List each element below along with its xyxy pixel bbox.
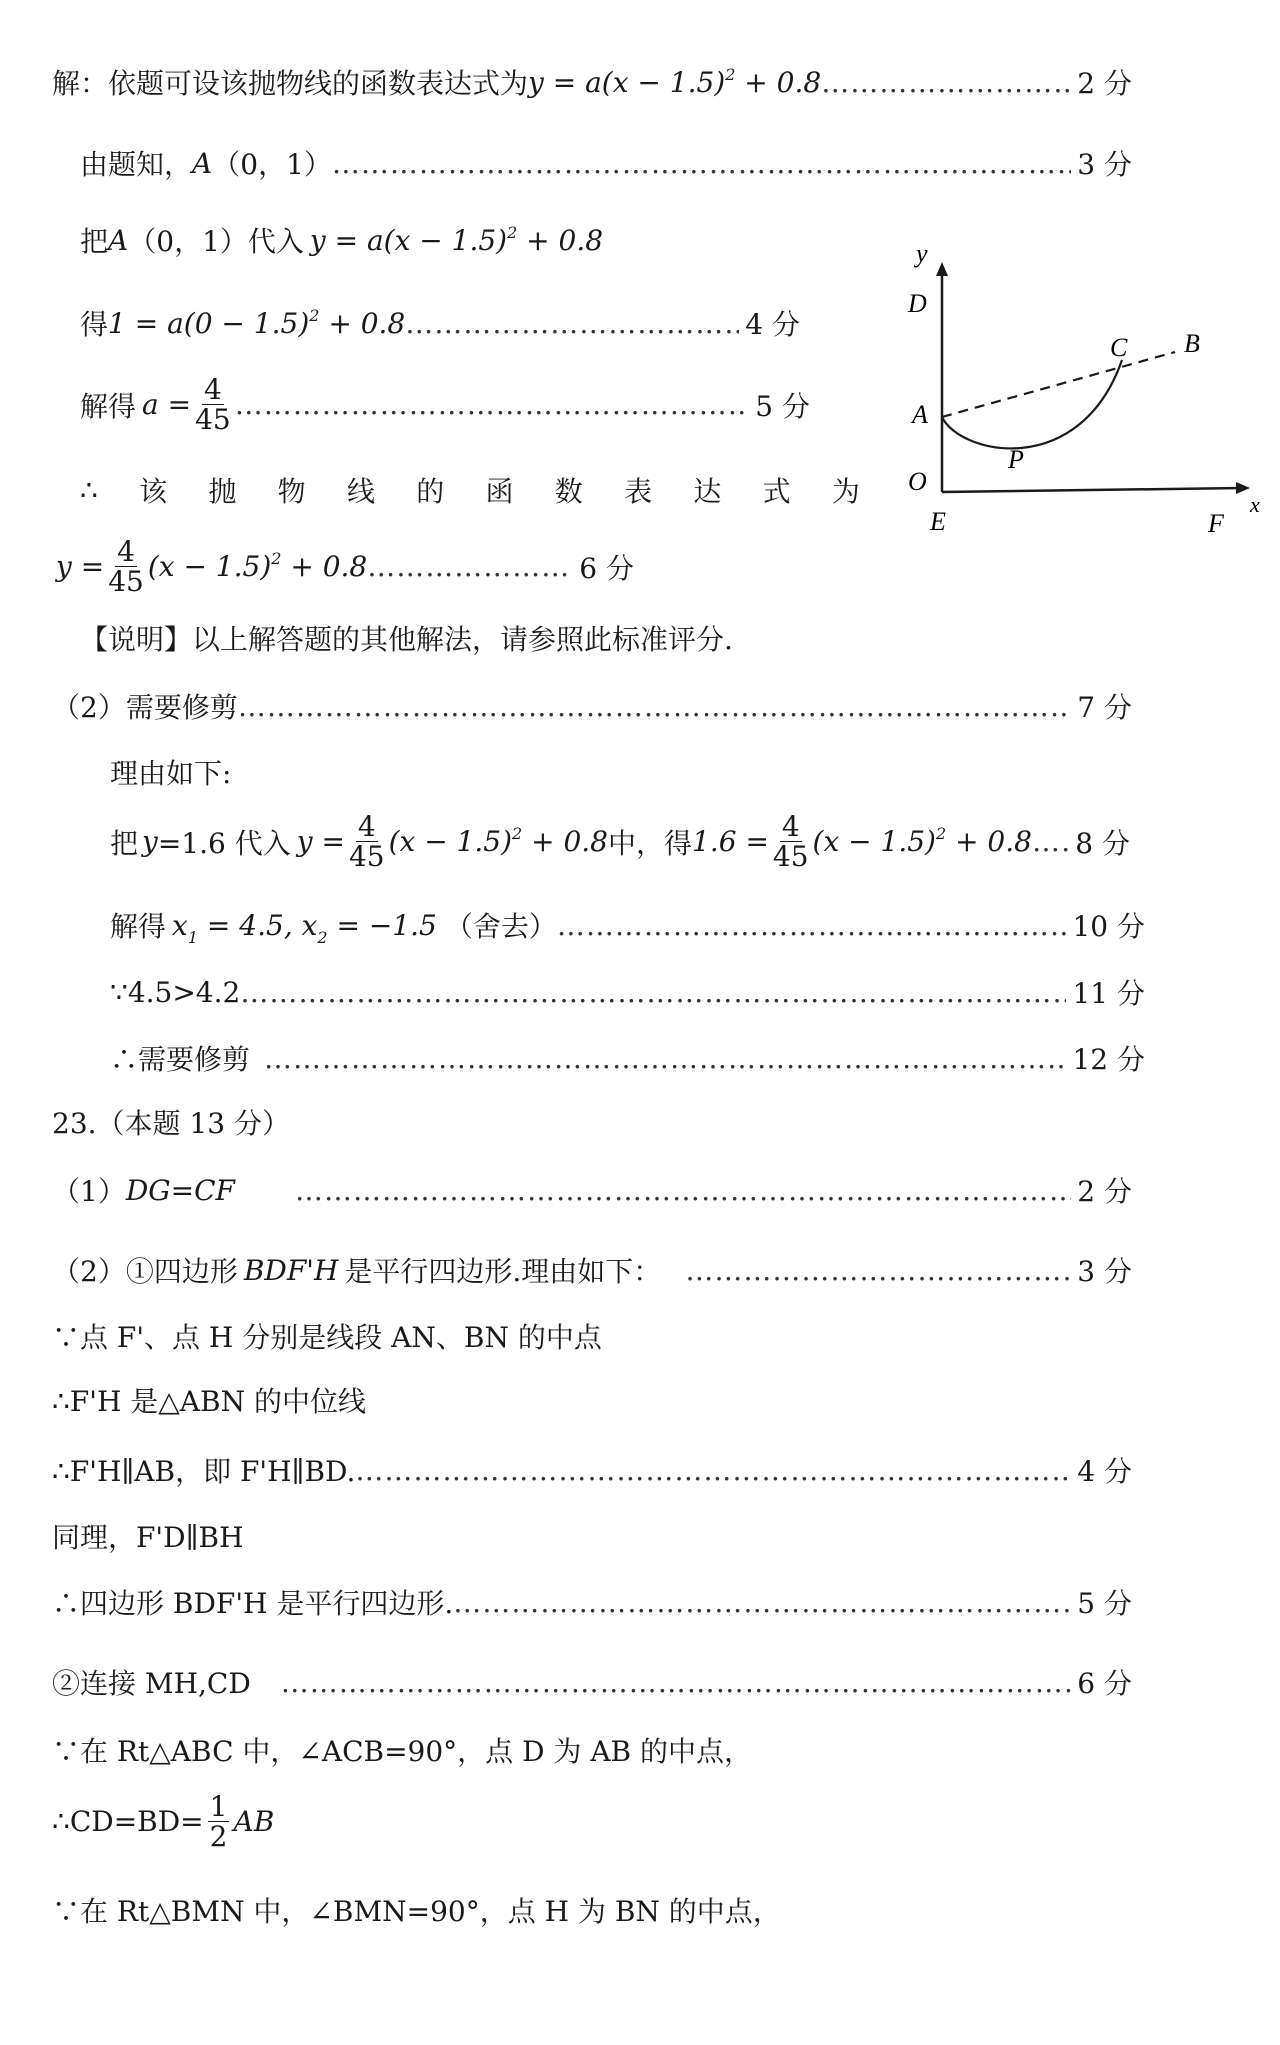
line-1-text: 解：依题可设该抛物线的函数表达式为 (52, 67, 529, 100)
score-6: 6 分 (579, 551, 634, 585)
parabola-figure (890, 240, 1270, 540)
leader-dots (240, 976, 1066, 1009)
leader-dots (235, 388, 750, 421)
step-7: ∵在 Rt△ABC 中，∠ACB=90°，点 D 为 AB 的中点， (52, 1735, 753, 1768)
label-F: F (1208, 509, 1224, 538)
score-3: 3 分 (1077, 148, 1132, 181)
leader-dots (264, 1042, 1066, 1075)
leader-dots (405, 307, 739, 340)
line-1 (52, 62, 1132, 102)
step-4: 同理，F'D∥BH (52, 1521, 244, 1554)
label-E: E (930, 507, 946, 536)
line-2: 由题知， A （0，1） …………………………………………………………………………………………………………………………………………………………………………………………………… 3 分 (80, 143, 1132, 183)
q23-part2: （2）①四边形 BDF'H 是平行四边形.理由如下： …………………………………………………………………………………………………………………………………………………………………………………………………… 3 分 (52, 1250, 1132, 1290)
label-P: P (1008, 445, 1024, 474)
dashed-line-AB (942, 352, 1175, 417)
spread-char: 线 (346, 475, 375, 508)
y-axis-arrow (936, 262, 948, 276)
leader-dots (332, 147, 1071, 180)
label-y: y (916, 240, 928, 268)
score-7: 7 分 (1077, 691, 1132, 724)
leader-dots (295, 1174, 1071, 1207)
line-9: 把 y =1.6 代入 y = $\frac{4}{45}$ $(x - 1.5)^2 + 0.8$ 中，得 1.6 = $\frac{4}{45}$ $(x - 1.5)^2 + 0.8$ …………………………………………………………………………………………………………………………………………………………………………………………………… 8 分 (110, 812, 1130, 872)
step-3: ∴F'H∥AB，即 F'H∥BD. …………………………………………………………………………………………………………………………………………………………………………………………………… 4 分 (52, 1450, 1132, 1490)
line-5: 解得 a = $\frac{4}{45}$ …………………………………………………………………………………………………………………………………………………………………………………………………… 5 分 (80, 375, 810, 435)
spread-char: 为 (831, 475, 860, 508)
spread-char: ∴ (80, 473, 98, 507)
step-5: ∴四边形 BDF'H 是平行四边形. …………………………………………………………………………………………………………………………………………………………………………………………………… 5 分 (52, 1582, 1132, 1622)
formula-general: $y = a(x - 1.5)^2 + 0.8$ (528, 64, 822, 99)
line-12: ∴需要修剪 …………………………………………………………………………………………………………………………………………………………………………………………………… 12 分 (110, 1038, 1145, 1078)
x-axis (942, 488, 1242, 492)
score-11: 11 分 (1072, 977, 1145, 1010)
score-q2-4: 4 分 (1077, 1455, 1132, 1488)
spread-char: 的 (416, 475, 445, 508)
score-12: 12 分 (1072, 1043, 1145, 1076)
score-q1-2: 2 分 (1077, 1175, 1132, 1208)
score-q2-6: 6 分 (1077, 1667, 1132, 1700)
leader-dots (821, 66, 1071, 99)
fraction-half: $\frac{1}{2}$ (209, 1790, 228, 1854)
q23-header: 23.（本题 13 分） (52, 1107, 290, 1140)
part2-line: （2）需要修剪 …………………………………………………………………………………………………………………………………………………………………………………………………… 7 分 (52, 686, 1132, 726)
leader-dots (453, 1586, 1071, 1619)
spread-char: 该 (139, 475, 168, 508)
step-9: ∵在 Rt△BMN 中，∠BMN=90°，点 H 为 BN 的中点， (52, 1895, 781, 1928)
spread-char: 函 (485, 475, 514, 508)
label-O: O (908, 467, 927, 496)
label-D: D (908, 289, 927, 318)
line-3: 把 A （0，1）代入 $y = a(x - 1.5)^2 + 0.8$ (80, 222, 604, 258)
leader-dots (355, 1454, 1071, 1487)
label-C: C (1110, 333, 1128, 362)
score-8: 8 分 (1075, 826, 1130, 860)
line-6 (80, 470, 860, 510)
note-line: 【说明】以上解答题的其他解法，请参照此标准评分. (80, 623, 733, 656)
label-B: B (1184, 329, 1200, 358)
line-10: 解得 $x_1 = 4.5$, $x_2 = -1.5$ （舍去） …………………………………………………………………………………………………………………………………………………………………………………………………… 10 分 (110, 905, 1145, 945)
line-4: 得 $1 = a(0 - 1.5)^2 + 0.8$ …………………………………………………………………………………………………………………………………………………………………………………………………… 4 分 (80, 303, 800, 343)
spread-char: 物 (277, 475, 306, 508)
line-11: ∵4.5>4.2 …………………………………………………………………………………………………………………………………………………………………………………………………… 11 分 (110, 972, 1145, 1012)
fraction-4-45: $\frac{4}{45}$ (195, 373, 231, 437)
spread-char: 数 (554, 475, 583, 508)
spread-char: 达 (693, 475, 722, 508)
score-4: 4 分 (745, 308, 800, 341)
leader-dots (367, 550, 573, 583)
step-8: ∴CD=BD= $\frac{1}{2}$ AB (52, 1790, 275, 1854)
score-q2-3: 3 分 (1077, 1255, 1132, 1288)
step-1: ∵点 F'、点 H 分别是线段 AN、BN 的中点 (52, 1321, 602, 1354)
spread-char: 抛 (208, 475, 237, 508)
spread-char: 式 (762, 475, 791, 508)
leader-dots (685, 1254, 1071, 1287)
x-axis-arrow (1236, 482, 1250, 494)
reason-line: 理由如下: (110, 757, 232, 790)
spread-char: 表 (624, 475, 653, 508)
leader-dots (238, 690, 1071, 723)
leader-dots (1032, 825, 1069, 858)
score-2: 2 分 (1077, 67, 1132, 100)
q23-part1: （1） DG=CF …………………………………………………………………………………………………………………………………………………………………………………………………… 2 分 (52, 1170, 1132, 1210)
step-6: ②连接 MH,CD …………………………………………………………………………………………………………………………………………………………………………………………………… 6 分 (52, 1662, 1132, 1702)
label-x: x (1250, 492, 1260, 517)
score-5: 5 分 (755, 389, 810, 423)
score-10: 10 分 (1072, 910, 1145, 943)
step-2: ∴F'H 是△ABN 的中位线 (52, 1385, 366, 1418)
leader-dots (281, 1666, 1072, 1699)
line-7: y = $\frac{4}{45}$ $(x - 1.5)^2 + 0.8$ …………………………………………………………………………………………………………………………………………………………………………………………………… 6 分 (56, 537, 634, 597)
label-A: A (912, 400, 928, 429)
leader-dots (557, 909, 1067, 942)
score-q2-5: 5 分 (1077, 1587, 1132, 1620)
